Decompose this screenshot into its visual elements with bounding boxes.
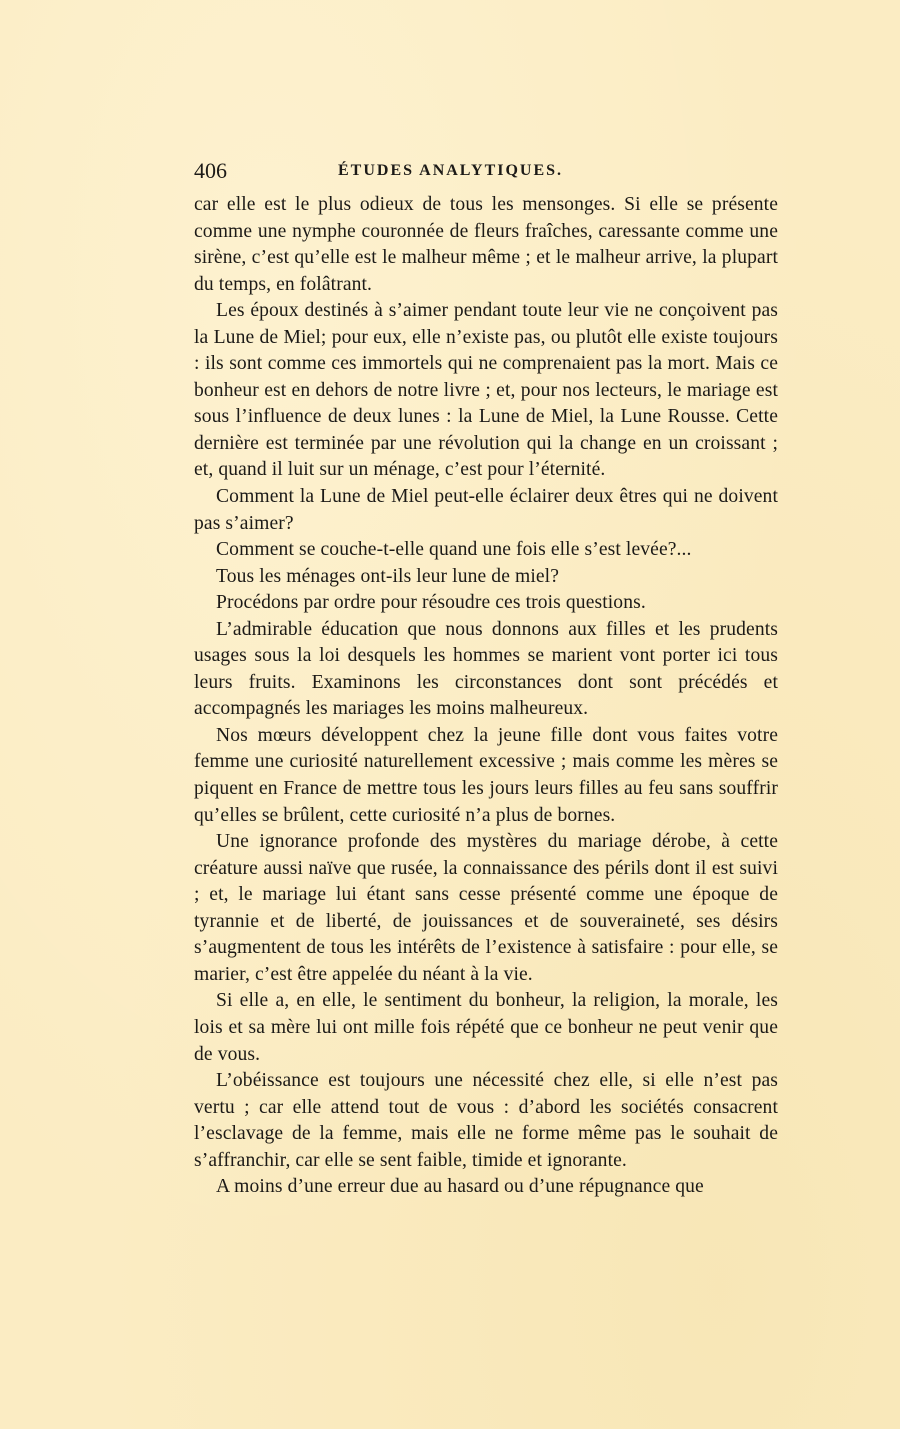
running-head (194, 157, 778, 185)
book-page (194, 157, 778, 1201)
paragraph: Procédons par ordre pour résoudre ces trois questions. (216, 592, 646, 614)
paragraph: car elle est le plus odieux de tous les mensonges. Si elle se présente comme une nymphe couronnée de fleurs fraîches, caressante comme une sirène, c’est qu’elle est le malheur même ; et le malheur arrive, la plupart du temps, en folâtrant. (194, 194, 778, 295)
running-title: ÉTUDES ANALYTIQUES. (338, 162, 564, 179)
page-number: 406 (194, 158, 227, 183)
paragraph: Comment se couche-t-elle quand une fois elle s’est levée?... (216, 539, 692, 561)
paragraph: L’admirable éducation que nous donnons aux filles et les prudents usages sous la loi desquels les hommes se marient vont porter ici tous leurs fruits. Examinons les circonstances dont sont précédés et accompagnés les mariages les moins malheureux. (194, 618, 778, 720)
paragraph: Les époux destinés à s’aimer pendant toute leur vie ne conçoivent pas la Lune de Miel; pour eux, elle n’existe pas, ou plutôt elle existe toujours : ils sont comme ces immortels qui ne comprenaient pas la mort. Mais ce bonheur est en dehors de notre livre ; et, pour nos lecteurs, le mariage est sous l’influence de deux lunes : la Lune de Miel, la Lune Rousse. Cette dernière est terminée par une révolution qui la change en un croissant ; et, quand il luit sur un ménage, c’est pour l’éternité. (194, 300, 778, 481)
paragraph: A moins d’une erreur due au hasard ou d’une répugnance que (216, 1176, 704, 1198)
paragraph: Nos mœurs développent chez la jeune fille dont vous faites votre femme une curiosité naturellement excessive ; mais comme les mères se piquent en France de mettre tous les jours leurs filles au feu sans souffrir qu’elles se brûlent, cette curiosité n’a plus de bornes. (194, 724, 778, 826)
paragraph: Une ignorance profonde des mystères du mariage dérobe, à cette créature aussi naïve que rusée, la connaissance des périls dont il est suivi ; et, le mariage lui étant sans cesse présenté comme une époque de tyrannie et de liberté, de jouissances et de souveraineté, ses désirs s’augmentent de tous les intérêts de l’existence à satisfaire : pour elle, se marier, c’est être appelée du néant à la vie. (194, 831, 778, 985)
paragraph: Tous les ménages ont-ils leur lune de miel? (216, 565, 560, 587)
paragraph: Comment la Lune de Miel peut-elle éclairer deux êtres qui ne doivent pas s’aimer? (194, 486, 778, 534)
paragraph: L’obéissance est toujours une nécessité chez elle, si elle n’est pas vertu ; car elle attend tout de vous : d’abord les sociétés consacrent l’esclavage de la femme, mais elle ne forme même pas le souhait de s’affranchir, car elle se sent faible, timide et ignorante. (194, 1070, 778, 1171)
body-text (194, 192, 778, 1201)
paragraph: Si elle a, en elle, le sentiment du bonheur, la religion, la morale, les lois et sa mère lui ont mille fois répété que ce bonheur ne peut venir que de vous. (194, 990, 778, 1065)
